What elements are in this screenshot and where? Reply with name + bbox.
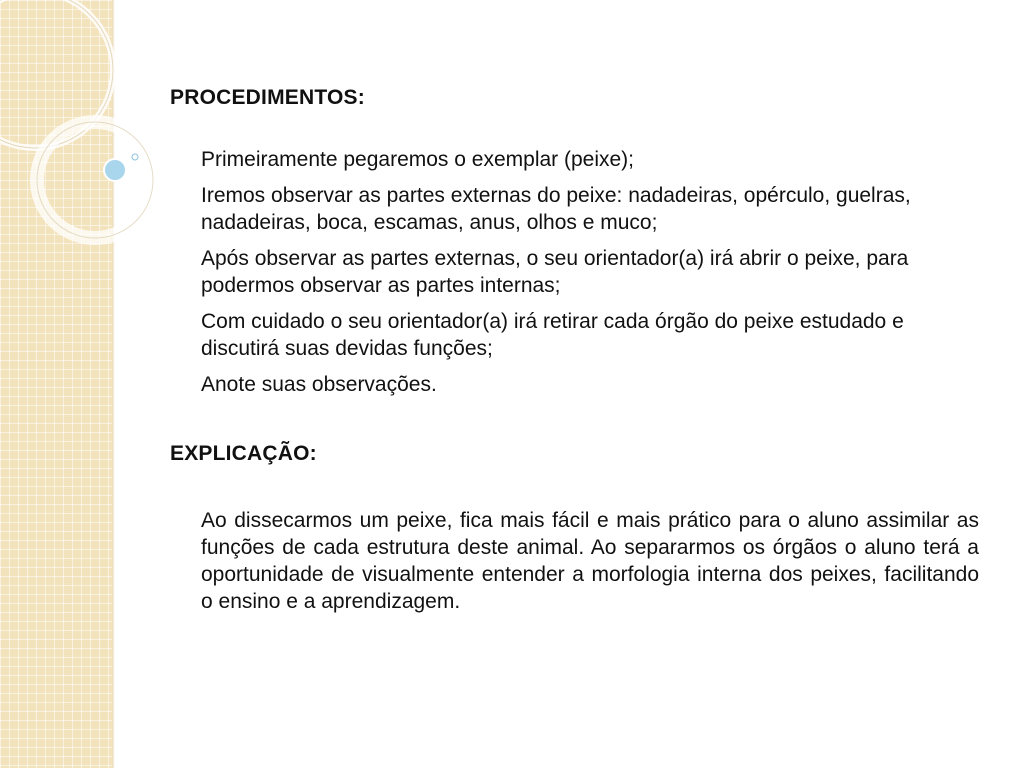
procedure-step: Primeiramente pegaremos o exemplar (peixe); bbox=[201, 148, 635, 171]
procedure-step: Com cuidado o seu orientador(a) irá retirar cada órgão do peixe estudado e discutirá suas devidas funções; bbox=[201, 310, 904, 360]
procedure-step: Iremos observar as partes externas do peixe: nadadeiras, opérculo, guelras, nadadeiras, boca, escamas, anus, olhos e muco; bbox=[201, 184, 911, 234]
explanation-text: Ao dissecarmos um peixe, fica mais fácil e mais prático para o aluno assimilar as funções de cada estrutura deste animal. Ao separarmos os órgãos o aluno terá a oportunidade de visualmente entender a morfologia interna dos peixes, facilitando o ensino e a aprendizagem. bbox=[201, 509, 979, 613]
procedures-heading: PROCEDIMENTOS: bbox=[170, 86, 365, 109]
procedures-list bbox=[201, 146, 981, 407]
procedure-step: Anote suas observações. bbox=[201, 373, 437, 396]
explanation-heading: EXPLICAÇÃO: bbox=[170, 442, 317, 465]
procedure-step: Após observar as partes externas, o seu orientador(a) irá abrir o peixe, para podermos observar as partes internas; bbox=[201, 247, 909, 297]
